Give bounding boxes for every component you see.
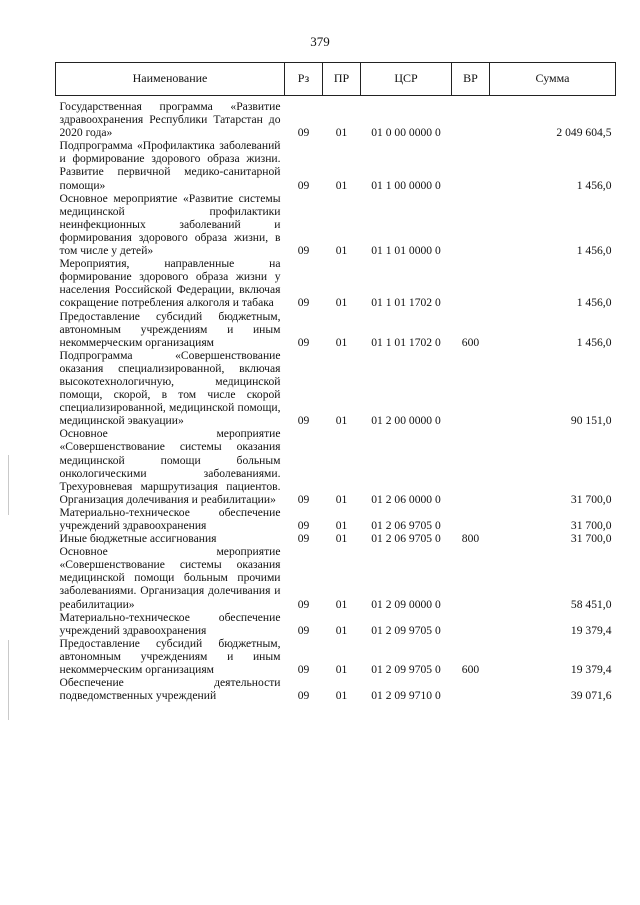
table-row xyxy=(56,139,616,191)
cell-sum: 1 456,0 xyxy=(576,244,612,258)
cell-sum: 39 071,6 xyxy=(570,689,612,703)
cell-vr xyxy=(452,427,490,506)
cell-csr: 01 2 09 0000 0 xyxy=(371,597,441,611)
cell-vr xyxy=(452,192,490,257)
cell-pr: 01 xyxy=(335,126,348,140)
scan-edge-mark xyxy=(8,640,9,720)
cell-name: Предоставление субсидий бюджетным, автономным учреждениям и иным некоммерческим организациям xyxy=(59,309,281,349)
cell-pr: 01 xyxy=(335,492,348,506)
cell-name: Обеспечение деятельности подведомственных учреждений xyxy=(59,676,281,703)
cell-csr: 01 1 00 0000 0 xyxy=(371,178,441,192)
cell-vr: 800 xyxy=(461,532,480,546)
cell-vr: 600 xyxy=(461,335,480,349)
table-row xyxy=(56,611,616,637)
cell-vr xyxy=(452,676,490,702)
table-row xyxy=(56,310,616,349)
cell-rz: 09 xyxy=(297,597,310,611)
cell-csr: 01 2 06 9705 0 xyxy=(371,532,441,546)
cell-name: Иные бюджетные ассигнования xyxy=(59,532,217,546)
cell-vr xyxy=(452,611,490,637)
cell-pr: 01 xyxy=(335,689,348,703)
cell-csr: 01 1 01 0000 0 xyxy=(371,244,441,258)
cell-rz: 09 xyxy=(297,414,310,428)
cell-vr xyxy=(452,349,490,428)
table-row xyxy=(56,506,616,532)
cell-name: Материально-техническое обеспечение учреждений здравоохранения xyxy=(59,505,281,532)
table-row xyxy=(56,676,616,702)
cell-csr: 01 1 01 1702 0 xyxy=(371,335,441,349)
cell-rz: 09 xyxy=(297,663,310,677)
table-row xyxy=(56,96,616,140)
cell-rz: 09 xyxy=(297,335,310,349)
header-rz: Рз xyxy=(285,63,323,96)
cell-name: Подпрограмма «Совершенствование оказания специализированной, включая высокотехнологичную, медицинской помощи, скорой, в том числе скорой специализированной, медицинской помощи, медицинской эвакуации» xyxy=(59,348,281,428)
cell-name: Материально-техническое обеспечение учреждений здравоохранения xyxy=(59,610,281,637)
header-sum: Сумма xyxy=(490,63,616,96)
cell-csr: 01 2 09 9710 0 xyxy=(371,689,441,703)
cell-rz: 09 xyxy=(297,623,310,637)
cell-name: Основное мероприятие «Развитие системы медицинской профилактики неинфекционных заболеваний и формирования здорового образа жизни, в том числе у детей» xyxy=(59,191,281,258)
table-row xyxy=(56,192,616,257)
cell-sum: 58 451,0 xyxy=(570,597,612,611)
cell-sum: 31 700,0 xyxy=(570,532,612,546)
cell-rz: 09 xyxy=(297,689,310,703)
cell-pr: 01 xyxy=(335,296,348,310)
cell-rz: 09 xyxy=(297,126,310,140)
cell-name: Предоставление субсидий бюджетным, автономным учреждениям и иным некоммерческим организациям xyxy=(59,636,281,677)
cell-sum: 1 456,0 xyxy=(576,296,612,310)
cell-sum: 90 151,0 xyxy=(570,414,612,428)
cell-pr: 01 xyxy=(335,532,348,546)
cell-vr: 600 xyxy=(461,663,480,677)
cell-name: Подпрограмма «Профилактика заболеваний и формирование здорового образа жизни. Развитие первичной медико-санитарной помощи» xyxy=(59,139,281,192)
cell-vr xyxy=(452,545,490,610)
cell-rz: 09 xyxy=(297,244,310,258)
cell-pr: 01 xyxy=(335,623,348,637)
table-header xyxy=(56,63,616,96)
cell-rz: 09 xyxy=(297,296,310,310)
cell-csr: 01 2 00 0000 0 xyxy=(371,414,441,428)
cell-vr xyxy=(452,96,490,140)
table-body xyxy=(56,96,616,703)
cell-pr: 01 xyxy=(335,335,348,349)
table-row xyxy=(56,257,616,309)
cell-csr: 01 0 00 0000 0 xyxy=(371,126,441,140)
cell-csr: 01 2 09 9705 0 xyxy=(371,663,441,677)
cell-sum: 1 456,0 xyxy=(576,178,612,192)
cell-pr: 01 xyxy=(335,519,348,532)
cell-sum: 19 379,4 xyxy=(570,663,612,677)
table-row xyxy=(56,545,616,610)
cell-pr: 01 xyxy=(335,244,348,258)
cell-sum: 31 700,0 xyxy=(570,492,612,506)
cell-rz: 09 xyxy=(297,532,310,546)
header-csr: ЦСР xyxy=(361,63,452,96)
header-pr: ПР xyxy=(323,63,361,96)
budget-table xyxy=(55,62,616,702)
table-row xyxy=(56,427,616,506)
cell-name: Государственная программа «Развитие здравоохранения Республики Татарстан до 2020 года» xyxy=(59,100,281,140)
header-vr: ВР xyxy=(452,63,490,96)
cell-csr: 01 2 06 0000 0 xyxy=(371,492,441,506)
cell-name: Мероприятия, направленные на формирование здорового образа жизни у населения Российской Федерации, включая сокращение потребления алкоголя и табака xyxy=(59,257,281,310)
cell-vr xyxy=(452,139,490,191)
cell-vr xyxy=(452,506,490,532)
cell-pr: 01 xyxy=(335,663,348,677)
cell-csr: 01 2 06 9705 0 xyxy=(371,519,441,532)
header-name: Наименование xyxy=(56,63,285,96)
cell-sum: 31 700,0 xyxy=(570,519,612,532)
cell-csr: 01 1 01 1702 0 xyxy=(371,296,441,310)
page-number: 379 xyxy=(310,34,330,49)
cell-name: Основное мероприятие «Совершенствование системы оказания медицинской помощи больным онкологическими заболеваниями. Трехуровневая маршрутизация пациентов. Организация долечивания и реабилитации» xyxy=(59,427,281,506)
table-row xyxy=(56,637,616,676)
cell-sum: 1 456,0 xyxy=(576,335,612,349)
scan-edge-mark xyxy=(8,455,9,515)
table-row xyxy=(56,532,616,545)
cell-vr xyxy=(452,257,490,309)
table-row xyxy=(56,349,616,428)
cell-pr: 01 xyxy=(335,597,348,611)
cell-pr: 01 xyxy=(335,178,348,192)
cell-rz: 09 xyxy=(297,492,310,506)
cell-pr: 01 xyxy=(335,414,348,428)
cell-rz: 09 xyxy=(297,178,310,192)
cell-name: Основное мероприятие «Совершенствование системы оказания медицинской помощи больным прочими заболеваниями. Организация долечивания и реабилитации» xyxy=(59,545,281,611)
cell-csr: 01 2 09 9705 0 xyxy=(371,623,441,637)
cell-sum: 19 379,4 xyxy=(570,623,612,637)
cell-rz: 09 xyxy=(297,519,310,532)
cell-sum: 2 049 604,5 xyxy=(556,126,612,140)
